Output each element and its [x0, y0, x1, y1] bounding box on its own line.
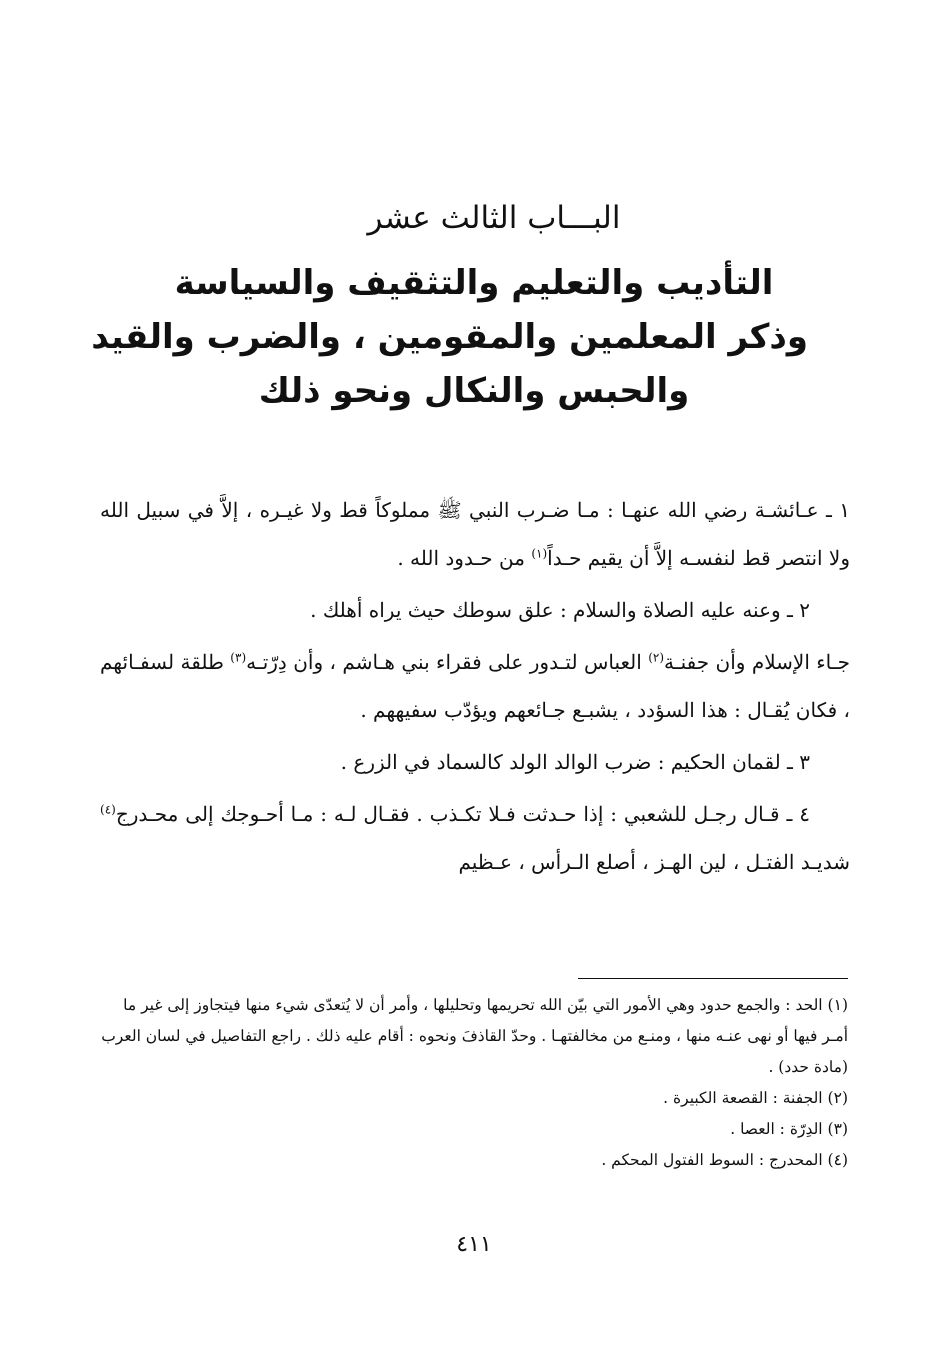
- footnote-number: (١): [827, 996, 848, 1014]
- entry-3: [100, 738, 850, 786]
- footnote-ref: (١): [531, 546, 548, 561]
- entry-4: [100, 790, 850, 886]
- footnote-text: الجفنة : القصعة الكبيرة .: [663, 1089, 828, 1107]
- entry-2-commentary: [100, 638, 850, 734]
- footnote-text: الدِرّة : العصا .: [730, 1120, 828, 1138]
- footnote-text: المحدرج : السوط الفتول المحكم .: [601, 1151, 828, 1169]
- footnote-ref: (٣): [230, 650, 247, 665]
- chapter-title-line: والحبس والنكال ونحو ذلك: [258, 371, 690, 411]
- entry-2: [100, 586, 850, 634]
- footnote-number: (٢): [827, 1089, 848, 1107]
- entry-text: ٤ ـ قـال رجـل للشعبي : إذا حـدثت فـلا تكـذب . فقـال لـه : مـا أحـوجك إلى محـدرج: [115, 802, 810, 826]
- footnote-ref: (٤): [100, 802, 116, 817]
- entry-text: شديـد الفتـل ، لين الهـز ، أصلع الـرأس ، عـظيم: [458, 850, 850, 874]
- entry-text: جـاء الإسلام وأن جفنـة: [664, 650, 850, 674]
- footnote-number: (٤): [827, 1151, 848, 1169]
- chapter-title-line: وذكر المعلمين والمقومين ، والضرب والقيد: [91, 317, 808, 357]
- footnote-4: [100, 1145, 848, 1176]
- footnote-text: الحد : والجمع حدود وهي الأمور التي بيّن الله تحريمها وتحليلها ، وأمر أن لا يُتعدّى شيء منها فيتجاوز إلى غير ما أمـر فيها أو نهى عنـه منها ، ومنـع من مخالفتهـا . وحدّ القاذفَ ونحوه : أقام عليه ذلك . راجع التفاصيل في لسان العرب (مادة حدد) .: [101, 996, 848, 1076]
- chapter-label: البـــاب الثالث عشر: [367, 200, 621, 236]
- entry-text: من حـدود الله .: [397, 546, 532, 570]
- footnote-2: [100, 1083, 848, 1114]
- entry-text: ٣ ـ لقمان الحكيم : ضرب الوالد الولد كالسماد في الزرع .: [340, 750, 810, 774]
- chapter-title-line: التأديب والتعليم والتثقيف والسياسة: [174, 263, 774, 303]
- chapter-title: [91, 256, 808, 418]
- footnote-1: [100, 990, 848, 1083]
- footnotes: [100, 990, 848, 1176]
- entry-text: ٢ ـ وعنه عليه الصلاة والسلام : علق سوطك حيث يراه أهلك .: [310, 598, 810, 622]
- footnote-ref: (٢): [648, 650, 665, 665]
- entry-text: العباس لتـدور على فقراء بني هـاشم ، وأن دِرّتـه: [246, 650, 649, 674]
- footnote-3: [100, 1114, 848, 1145]
- footnote-divider: [578, 978, 848, 979]
- page-number: ٤١١: [456, 1232, 492, 1257]
- entry-1: [100, 486, 850, 582]
- entry-text: طلقة لسفـائهم ، فكان يُقـال : هذا السؤدد ، يشبـع جـائعهم ويؤدّب سفيههم .: [100, 650, 850, 722]
- entry-text: ١ ـ عـائشـة رضي الله عنهـا : مـا ضـرب النبي ﷺ مملوكاً قط ولا غيـره ، إلاَّ في سبيل الله ولا انتصر قط لنفسـه إلاَّ أن يقيم حـداً: [100, 498, 850, 570]
- footnote-number: (٣): [827, 1120, 848, 1138]
- body-text: [100, 486, 850, 886]
